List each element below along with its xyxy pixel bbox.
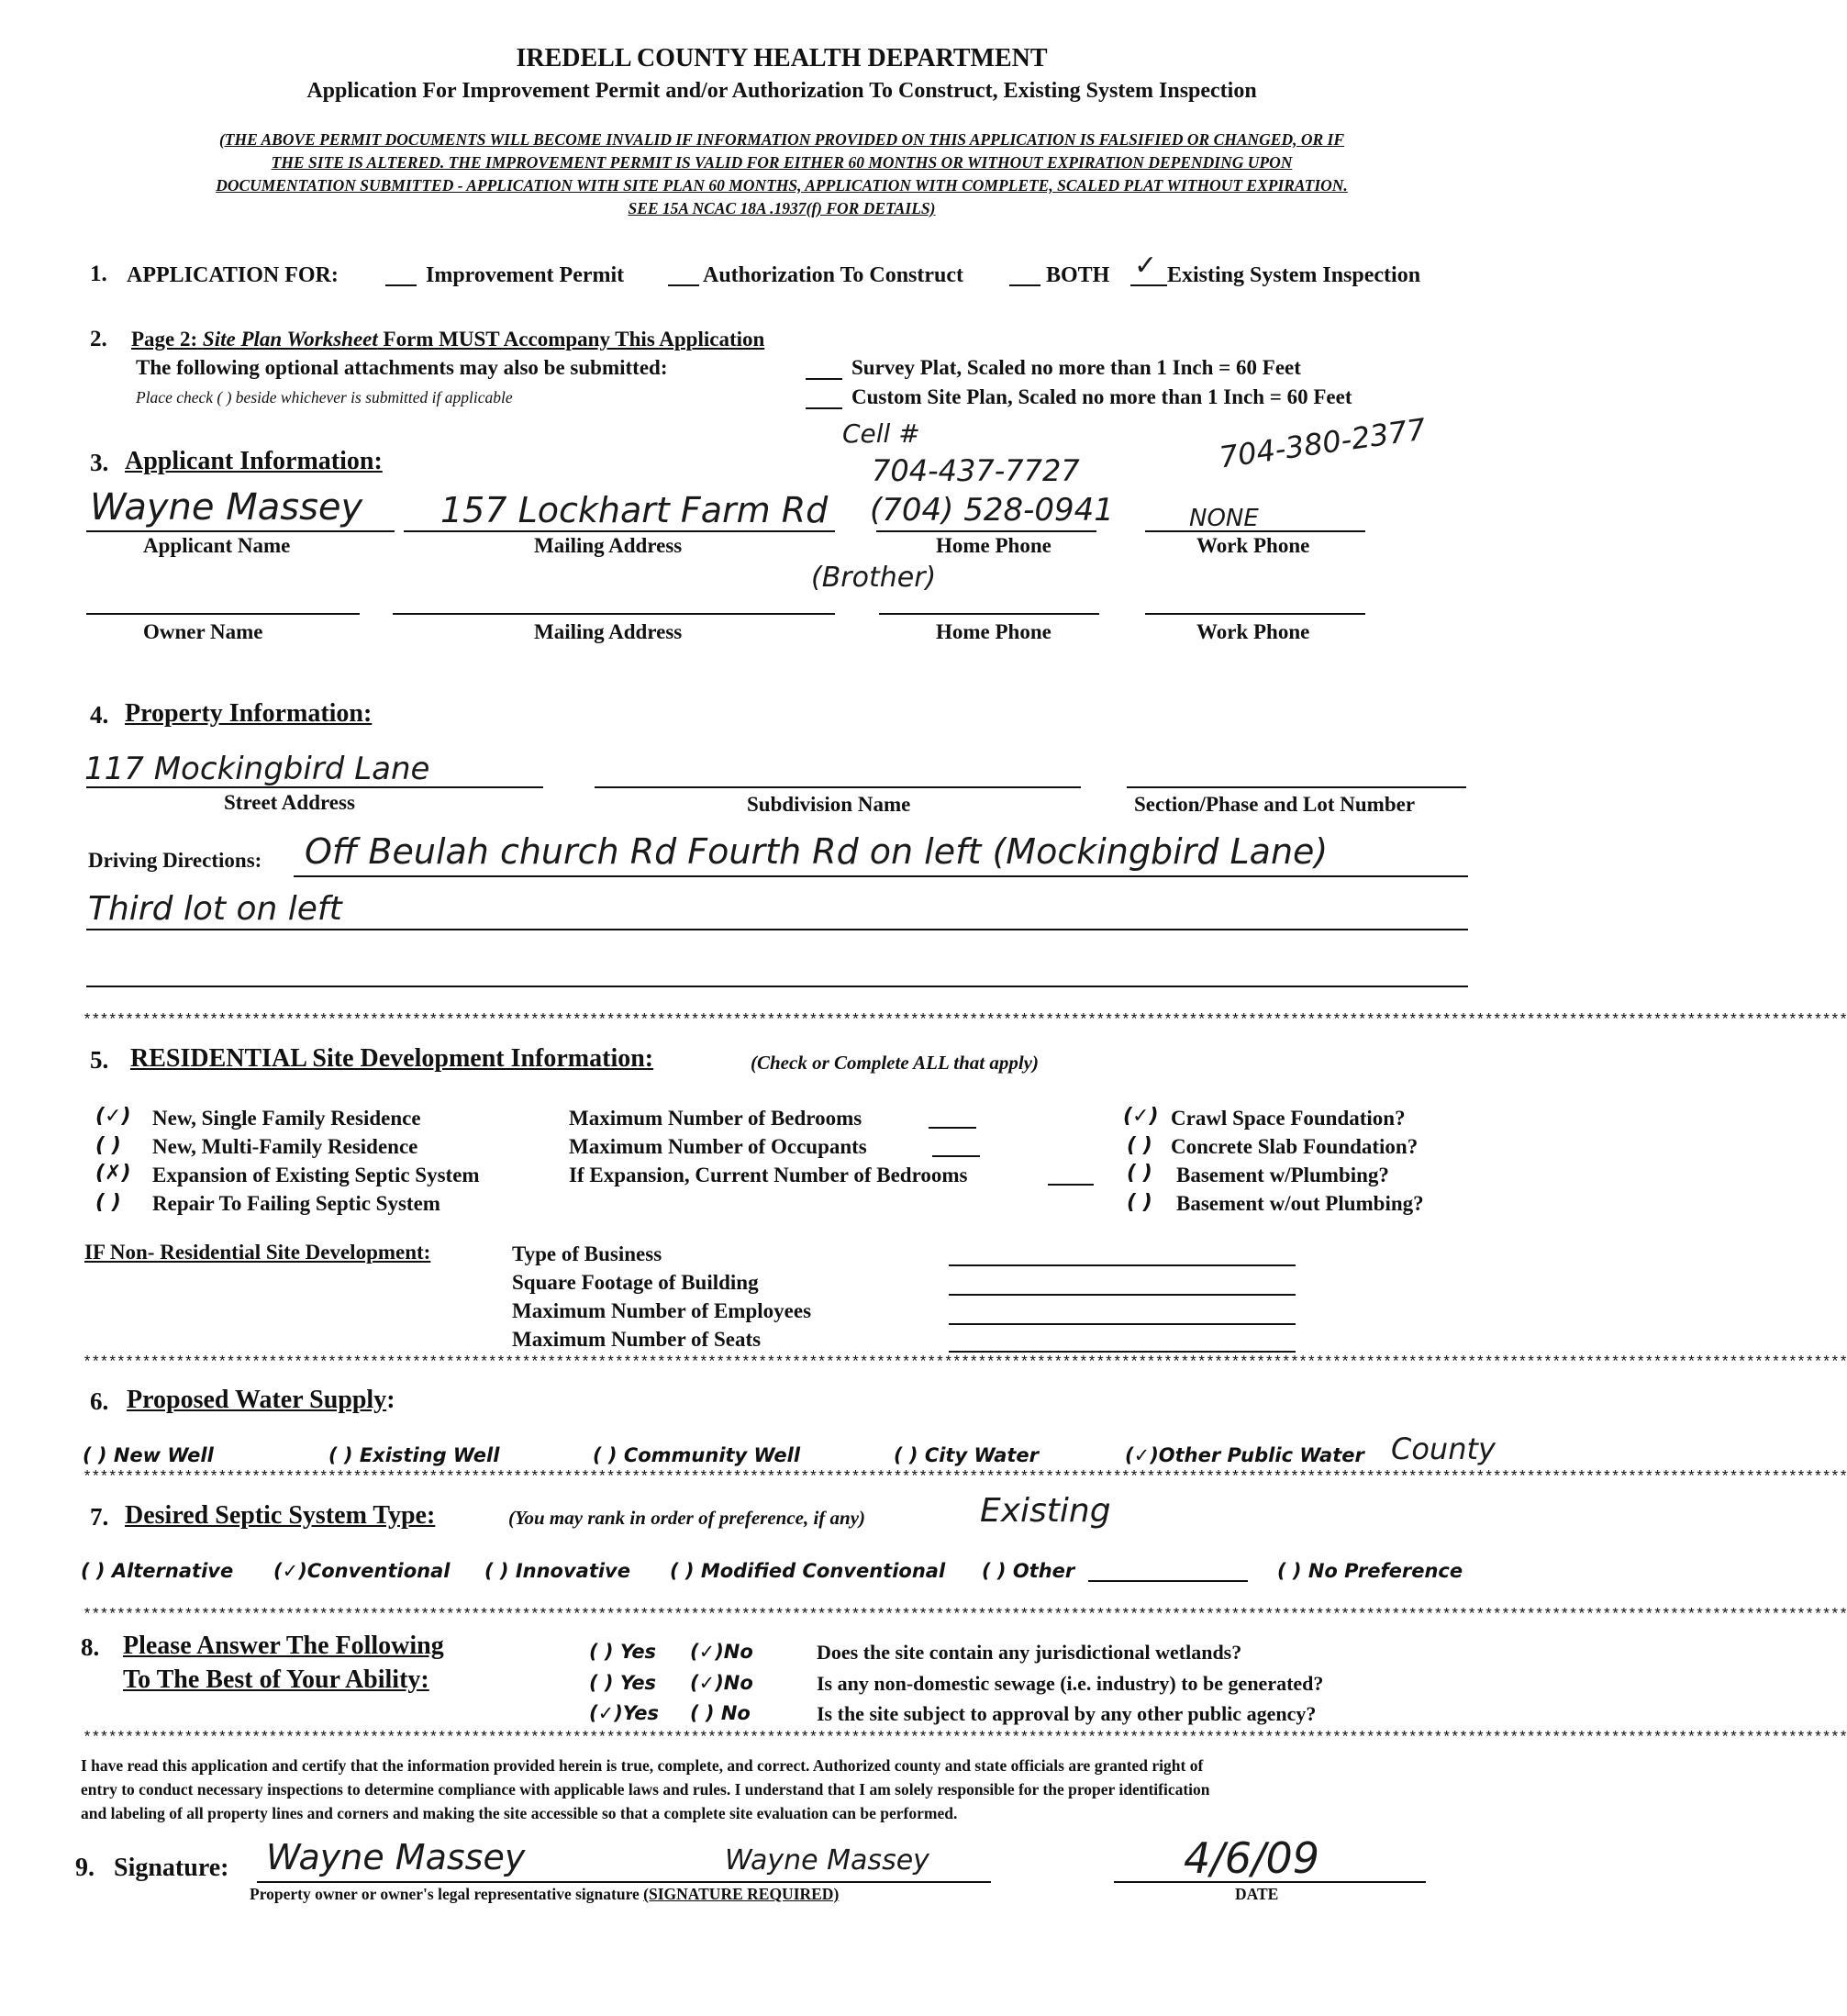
applicant-mailing-label: Mailing Address	[534, 534, 683, 557]
property-info-title: Property Information:	[125, 699, 373, 728]
separator-stars-2: *****************************************************************************************************************************************************************************************************************	[83, 1354, 1847, 1372]
existing-inspection-checkmark: ✓	[1134, 250, 1158, 282]
applicant-work-phone-line[interactable]	[1145, 530, 1365, 532]
applicant-name-line[interactable]	[86, 530, 395, 532]
street-address-line[interactable]	[86, 786, 543, 788]
handwritten-directions-1: Off Beulah church Rd Fourth Rd on left (Mockingbird Lane)	[305, 831, 1329, 872]
applicant-work-phone-label: Work Phone	[1196, 534, 1310, 557]
certification-line-3: and labeling of all property lines and corners and making the site accessible so that a complete site evaluation can be performed.	[81, 1804, 958, 1822]
max-employees-label: Maximum Number of Employees	[512, 1299, 812, 1322]
handwritten-applicant-address: 157 Lockhart Farm Rd	[440, 490, 829, 530]
applicant-home-phone-line[interactable]	[876, 530, 1096, 532]
handwritten-signature-1: Wayne Massey	[266, 1837, 526, 1877]
handwritten-directions-2: Third lot on left	[88, 890, 342, 928]
community-well-option[interactable]: ( ) Community Well	[593, 1444, 801, 1466]
agency-yes[interactable]: (✓)Yes	[589, 1702, 660, 1724]
section-3-number: 3.	[90, 449, 109, 476]
existing-inspection-blank[interactable]	[1130, 284, 1167, 286]
applicant-mailing-line[interactable]	[404, 530, 835, 532]
form-subtitle: Application For Improvement Permit and/or Authorization To Construct, Existing System Inspection	[306, 79, 1257, 103]
residential-title: RESIDENTIAL Site Development Information:	[130, 1044, 654, 1073]
site-plan-must: Form MUST Accompany This Application	[383, 328, 765, 351]
modified-conventional-option[interactable]: ( ) Modified Conventional	[670, 1560, 946, 1582]
subdivision-label: Subdivision Name	[747, 793, 911, 816]
section-7-number: 7.	[90, 1503, 109, 1531]
directions-line-3[interactable]	[86, 986, 1468, 987]
signature-label: Signature:	[114, 1854, 229, 1882]
max-bedrooms-blank[interactable]	[929, 1127, 976, 1129]
place-check-note: Place check ( ) beside whichever is submitted if applicable	[136, 388, 513, 407]
max-seats-label: Maximum Number of Seats	[512, 1328, 762, 1351]
max-seats-blank[interactable]	[949, 1351, 1296, 1353]
water-supply-title-colon: :	[386, 1386, 395, 1414]
certification-line-1: I have read this application and certify that the information provided herein is true, complete, and correct. Authorized county and state officials are granted right of	[81, 1756, 1204, 1775]
basement-plumbing-check[interactable]: ( )	[1127, 1162, 1152, 1185]
new-multi-family-check[interactable]: ( )	[95, 1134, 121, 1157]
handwritten-date: 4/6/09	[1184, 1833, 1320, 1883]
new-single-family-check[interactable]: (✓)	[95, 1105, 131, 1128]
sewage-question: Is any non-domestic sewage (i.e. industry) to be generated?	[817, 1672, 1324, 1695]
section-lot-label: Section/Phase and Lot Number	[1134, 793, 1416, 816]
wetlands-question: Does the site contain any jurisdictional wetlands?	[817, 1641, 1242, 1664]
directions-line-1[interactable]	[294, 875, 1468, 877]
driving-directions-label: Driving Directions:	[88, 849, 262, 872]
basement-plumbing-label: Basement w/Plumbing?	[1176, 1164, 1389, 1186]
custom-site-plan-option: Custom Site Plan, Scaled no more than 1 Inch = 60 Feet	[851, 385, 1352, 408]
section-6-number: 6.	[90, 1387, 109, 1415]
date-line[interactable]	[1114, 1881, 1426, 1883]
site-plan-page: Page 2:	[131, 328, 198, 351]
existing-well-option[interactable]: ( ) Existing Well	[328, 1444, 500, 1466]
max-employees-blank[interactable]	[949, 1323, 1296, 1325]
innovative-option[interactable]: ( ) Innovative	[484, 1560, 630, 1582]
improvement-permit-blank[interactable]	[385, 284, 417, 286]
owner-home-phone-line[interactable]	[879, 613, 1099, 615]
separator-stars-4: *****************************************************************************************************************************************************************************************************************	[83, 1607, 1847, 1624]
owner-mailing-line[interactable]	[393, 613, 835, 615]
subdivision-line[interactable]	[595, 786, 1081, 788]
expansion-check[interactable]: (✗)	[95, 1162, 131, 1185]
signature-required: (SIGNATURE REQUIRED)	[643, 1885, 840, 1903]
section-2-number: 2.	[90, 327, 107, 351]
handwritten-work-number: 704-380-2377	[1217, 411, 1429, 475]
wetlands-yes[interactable]: ( ) Yes	[589, 1641, 657, 1663]
street-address-label: Street Address	[224, 791, 355, 814]
date-label: DATE	[1235, 1885, 1279, 1903]
questions-title-1: Please Answer The Following	[123, 1632, 444, 1660]
city-water-option[interactable]: ( ) City Water	[894, 1444, 1040, 1466]
handwritten-cell-number: 704-437-7727	[872, 453, 1080, 488]
new-well-option[interactable]: ( ) New Well	[83, 1444, 214, 1466]
owner-name-label: Owner Name	[143, 620, 263, 643]
optional-attachments-text: The following optional attachments may also be submitted:	[136, 356, 668, 379]
survey-plat-option: Survey Plat, Scaled no more than 1 Inch = 60 Feet	[851, 356, 1301, 379]
concrete-slab-label: Concrete Slab Foundation?	[1171, 1135, 1419, 1158]
water-supply-title-text: Proposed Water Supply	[127, 1386, 387, 1414]
no-preference-option[interactable]: ( ) No Preference	[1277, 1560, 1463, 1582]
current-bedrooms-label: If Expansion, Current Number of Bedrooms	[569, 1164, 968, 1186]
section-1-number: 1.	[90, 262, 107, 286]
signature-caption	[250, 1885, 839, 1904]
authorization-blank[interactable]	[668, 284, 699, 286]
application-for-label: APPLICATION FOR:	[127, 263, 339, 287]
residential-note: (Check or Complete ALL that apply)	[751, 1052, 1039, 1074]
section-8-number: 8.	[81, 1633, 100, 1661]
basement-no-plumbing-check[interactable]: ( )	[1127, 1191, 1152, 1214]
conventional-option[interactable]: (✓)Conventional	[273, 1560, 451, 1582]
agency-no[interactable]: ( ) No	[690, 1702, 751, 1724]
owner-mailing-label: Mailing Address	[534, 620, 683, 643]
max-bedrooms-label: Maximum Number of Bedrooms	[569, 1107, 862, 1130]
septic-type-note: (You may rank in order of preference, if any)	[508, 1507, 866, 1529]
directions-line-2[interactable]	[86, 929, 1468, 930]
owner-work-phone-label: Work Phone	[1196, 620, 1310, 643]
signature-line[interactable]	[257, 1881, 991, 1883]
max-occupants-blank[interactable]	[932, 1155, 980, 1157]
non-residential-label: IF Non- Residential Site Development:	[84, 1241, 431, 1264]
survey-plat-blank[interactable]	[806, 378, 842, 380]
owner-work-phone-line[interactable]	[1145, 613, 1365, 615]
alternative-option[interactable]: ( ) Alternative	[81, 1560, 234, 1582]
section-5-number: 5.	[90, 1046, 109, 1074]
separator-stars-3: *****************************************************************************************************************************************************************************************************************	[83, 1469, 1847, 1487]
agency-question: Is the site subject to approval by any other public agency?	[817, 1702, 1317, 1725]
max-occupants-label: Maximum Number of Occupants	[569, 1135, 867, 1158]
concrete-slab-check[interactable]: ( )	[1127, 1134, 1152, 1157]
authorization-option: Authorization To Construct	[703, 263, 964, 287]
handwritten-existing: Existing	[980, 1492, 1111, 1530]
water-supply-title	[127, 1386, 395, 1415]
disclaimer-line-4: SEE 15A NCAC 18A .1937(f) FOR DETAILS)	[628, 199, 936, 217]
repair-check[interactable]: ( )	[95, 1191, 121, 1214]
disclaimer-line-3: DOCUMENTATION SUBMITTED - APPLICATION WITH SITE PLAN 60 MONTHS, APPLICATION WITH COMPLETE, SCALED PLAT WITHOUT EXPIRATION.	[216, 176, 1348, 195]
type-of-business-blank[interactable]	[949, 1264, 1296, 1266]
site-plan-requirement	[131, 328, 764, 351]
applicant-name-label: Applicant Name	[143, 534, 291, 557]
disclaimer-line-2: THE SITE IS ALTERED. THE IMPROVEMENT PERMIT IS VALID FOR EITHER 60 MONTHS OR WITHOUT EXPIRATION DEPENDING UPON	[271, 153, 1293, 172]
handwritten-applicant-name: Wayne Massey	[90, 486, 363, 529]
handwritten-signature-2: Wayne Massey	[725, 1844, 929, 1877]
square-footage-blank[interactable]	[949, 1294, 1296, 1296]
other-public-water-option[interactable]: (✓)Other Public Water	[1125, 1444, 1364, 1466]
handwritten-brother-note: (Brother)	[811, 562, 937, 594]
separator-stars-1: *****************************************************************************************************************************************************************************************************************	[83, 1012, 1847, 1030]
square-footage-label: Square Footage of Building	[512, 1271, 759, 1294]
septic-type-title: Desired Septic System Type:	[125, 1501, 436, 1530]
section-lot-line[interactable]	[1127, 786, 1466, 788]
improvement-permit-option: Improvement Permit	[426, 263, 625, 287]
expansion-label: Expansion of Existing Septic System	[152, 1164, 480, 1186]
form-title: IREDELL COUNTY HEALTH DEPARTMENT	[516, 44, 1048, 72]
signature-caption-text: Property owner or owner's legal representative signature	[250, 1885, 640, 1903]
handwritten-work-phone: NONE	[1189, 505, 1259, 532]
custom-site-plan-blank[interactable]	[806, 407, 842, 409]
owner-name-line[interactable]	[86, 613, 360, 615]
current-bedrooms-blank[interactable]	[1048, 1184, 1094, 1186]
repair-label: Repair To Failing Septic System	[152, 1192, 440, 1215]
both-blank[interactable]	[1009, 284, 1040, 286]
new-single-family-label: New, Single Family Residence	[152, 1107, 421, 1130]
questions-title-2: To The Best of Your Ability:	[123, 1665, 429, 1694]
owner-home-phone-label: Home Phone	[936, 620, 1051, 643]
site-plan-worksheet: Site Plan Worksheet	[202, 328, 378, 351]
handwritten-home-phone: (704) 528-0941	[870, 492, 1114, 529]
sewage-yes[interactable]: ( ) Yes	[589, 1672, 657, 1694]
type-of-business-label: Type of Business	[512, 1242, 662, 1265]
both-option: BOTH	[1046, 263, 1110, 287]
handwritten-county: County	[1391, 1431, 1496, 1466]
handwritten-street-address: 117 Mockingbird Lane	[84, 751, 430, 787]
section-9-number: 9.	[75, 1854, 95, 1882]
wetlands-no[interactable]: (✓)No	[690, 1641, 753, 1663]
basement-no-plumbing-label: Basement w/out Plumbing?	[1176, 1192, 1424, 1215]
applicant-info-title: Applicant Information:	[125, 447, 383, 475]
existing-inspection-option: Existing System Inspection	[1167, 263, 1421, 287]
separator-stars-5: *****************************************************************************************************************************************************************************************************************	[83, 1730, 1847, 1747]
other-option[interactable]: ( ) Other	[982, 1560, 1075, 1582]
section-4-number: 4.	[90, 701, 109, 729]
new-multi-family-label: New, Multi-Family Residence	[152, 1135, 418, 1158]
sewage-no[interactable]: (✓)No	[690, 1672, 753, 1694]
disclaimer-line-1: (THE ABOVE PERMIT DOCUMENTS WILL BECOME INVALID IF INFORMATION PROVIDED ON THIS APPLICATION IS FALSIFIED OR CHANGED, OR IF	[218, 130, 1345, 149]
crawl-space-check[interactable]: (✓)	[1123, 1105, 1159, 1128]
certification-line-2: entry to conduct necessary inspections to determine compliance with applicable laws and rules. I understand that I am solely responsible for the proper identification	[81, 1780, 1210, 1799]
crawl-space-label: Crawl Space Foundation?	[1171, 1107, 1406, 1130]
handwritten-cell-label: Cell #	[842, 418, 920, 449]
applicant-home-phone-label: Home Phone	[936, 534, 1051, 557]
other-option-blank[interactable]	[1088, 1580, 1248, 1582]
